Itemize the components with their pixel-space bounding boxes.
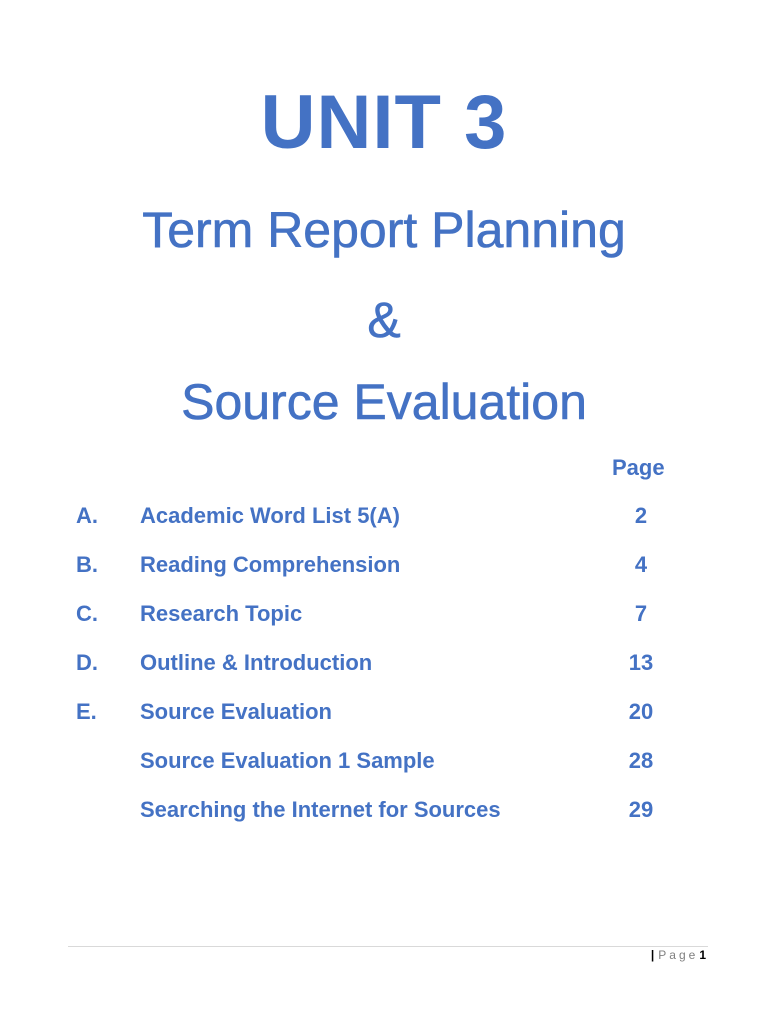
toc-entry-letter: A. — [76, 503, 98, 528]
toc-entry-label: Outline & Introduction — [140, 650, 373, 675]
toc-entry — [0, 747, 768, 796]
toc-page-header: Page — [612, 455, 665, 480]
toc-entry-label: Academic Word List 5(A) — [140, 503, 400, 528]
toc-entry — [0, 698, 768, 747]
footer-page-word: Page — [658, 948, 699, 962]
toc-entry-label: Reading Comprehension — [140, 552, 401, 577]
footer-divider — [68, 946, 708, 947]
toc-entry — [0, 551, 768, 600]
toc-entry-label: Searching the Internet for Sources — [140, 797, 501, 822]
footer-page-number: 1 — [699, 948, 706, 962]
toc-entry — [0, 649, 768, 698]
toc-entry-label: Research Topic — [140, 601, 303, 626]
toc-entry-page: 29 — [628, 797, 654, 822]
subtitle-line-2: Source Evaluation — [181, 374, 587, 430]
toc-entry-letter: C. — [76, 601, 98, 626]
toc-entry — [0, 600, 768, 649]
toc-entry-label: Source Evaluation 1 Sample — [140, 748, 435, 773]
toc-entry-letter: E. — [76, 699, 97, 724]
page-footer — [651, 947, 706, 963]
toc-entry-page: 4 — [634, 552, 648, 577]
toc-entry-page: 7 — [634, 601, 648, 626]
subtitle-ampersand: & — [367, 292, 401, 348]
toc-entry-letter: D. — [76, 650, 98, 675]
subtitle-line-1: Term Report Planning — [142, 202, 626, 258]
toc-entry-page: 2 — [634, 503, 648, 528]
toc-entry — [0, 796, 768, 845]
toc-entry-page: 20 — [628, 699, 654, 724]
toc-entry — [0, 502, 768, 551]
table-of-contents — [0, 502, 768, 845]
toc-entry-page: 28 — [628, 748, 654, 773]
toc-entry-label: Source Evaluation — [140, 699, 332, 724]
footer-separator: | — [650, 948, 655, 962]
unit-title: UNIT 3 — [260, 80, 508, 165]
toc-entry-letter: B. — [76, 552, 98, 577]
toc-entry-page: 13 — [628, 650, 654, 675]
